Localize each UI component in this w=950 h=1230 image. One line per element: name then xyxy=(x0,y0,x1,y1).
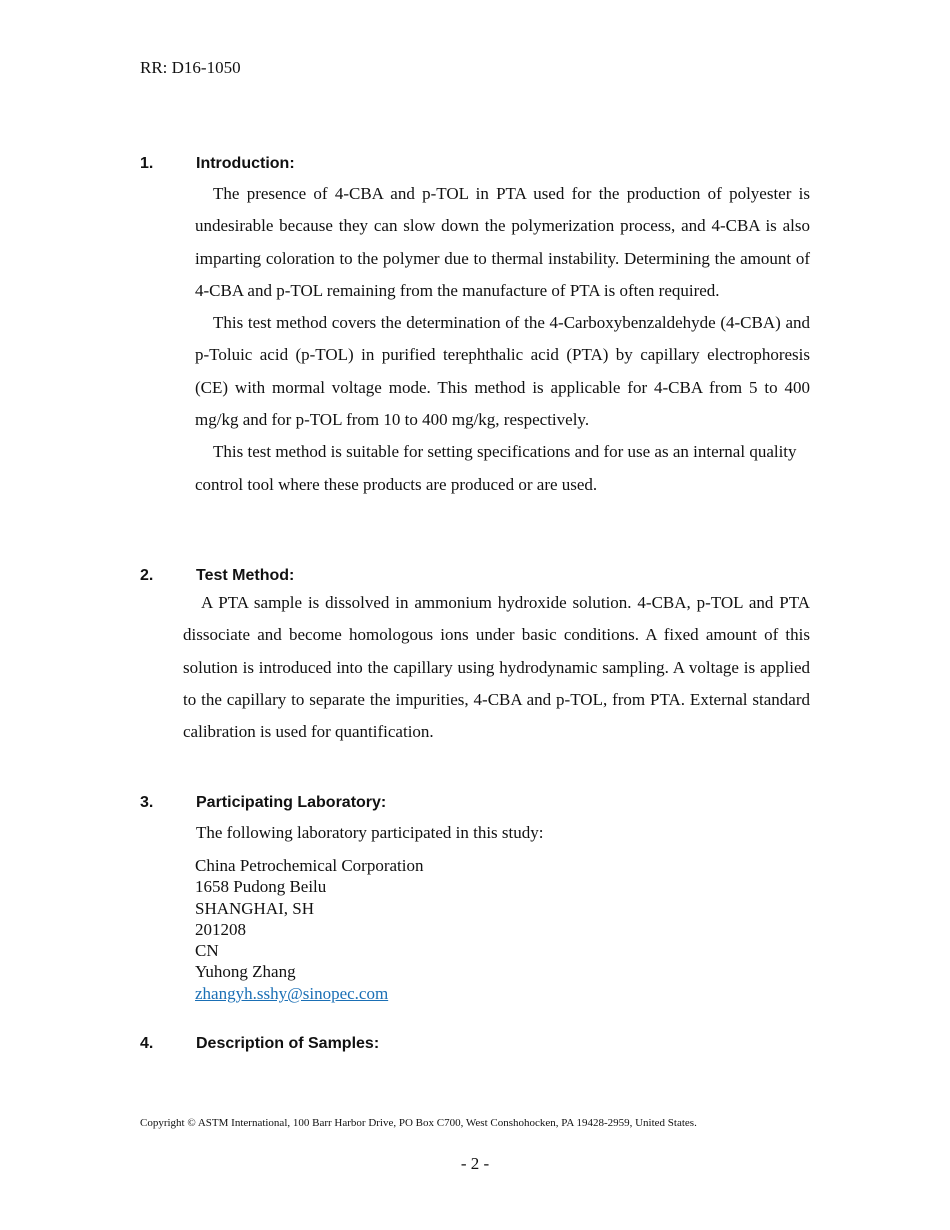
address-city: SHANGHAI, SH xyxy=(195,898,315,918)
section-2-number: 2. xyxy=(140,567,154,584)
section-1-body xyxy=(195,178,810,501)
section-2-paragraph: A PTA sample is dissolved in ammonium hydroxide solution. 4-CBA, p-TOL and PTA dissociate and become homologous ions under basic conditions. A fixed amount of this solution is introduced into the capillary using hydrodynamic sampling. A voltage is applied to the capillary to separate the impurities, 4-CBA and p-TOL, from PTA. External standard calibration is used for quantification. xyxy=(183,593,810,742)
section-2-title: Test Method: xyxy=(196,567,295,584)
section-1-number: 1. xyxy=(140,155,154,172)
section-3-intro: The following laboratory participated in this study: xyxy=(196,823,544,842)
section-1-paragraph: The presence of 4-CBA and p-TOL in PTA used for the production of polyester is undesirable because they can slow down the polymerization process, and 4-CBA is also imparting coloration to the polymer due to thermal instability. Determining the amount of 4-CBA and p-TOL remaining from the manufacture of PTA is often required. xyxy=(195,184,810,300)
section-3-number: 3. xyxy=(140,794,154,811)
section-1-title: Introduction: xyxy=(196,155,295,172)
address-contact: Yuhong Zhang xyxy=(195,962,296,982)
address-organization: China Petrochemical Corporation xyxy=(195,856,424,875)
copyright-footer: Copyright © ASTM International, 100 Barr Harbor Drive, PO Box C700, West Conshohocken, PA 19428-2959, United States. xyxy=(140,1117,697,1129)
page-number: - 2 - xyxy=(460,1154,490,1173)
section-4-title: Description of Samples: xyxy=(196,1035,380,1052)
section-1-paragraph: This test method is suitable for setting specifications and for use as an internal quality control tool where these products are produced or are used. xyxy=(195,442,797,494)
section-1-paragraph: This test method covers the determination of the 4-Carboxybenzaldehyde (4-CBA) and p-Toluic acid (p-TOL) in purified terephthalic acid (PTA) by capillary electrophoresis (CE) with mormal voltage mode. This method is applicable for 4-CBA from 5 to 400 mg/kg and for p-TOL from 10 to 400 mg/kg, respectively. xyxy=(195,313,810,430)
section-2-body xyxy=(183,587,810,748)
section-3-title: Participating Laboratory: xyxy=(196,794,387,811)
address-country: CN xyxy=(195,941,219,961)
section-4-number: 4. xyxy=(140,1035,154,1052)
address-street: 1658 Pudong Beilu xyxy=(195,877,327,897)
contact-email-link[interactable]: zhangyh.sshy@sinopec.com xyxy=(195,983,389,1003)
address-postal: 201208 xyxy=(195,919,246,939)
document-id-header: RR: D16-1050 xyxy=(140,58,241,77)
laboratory-address xyxy=(195,855,424,1004)
